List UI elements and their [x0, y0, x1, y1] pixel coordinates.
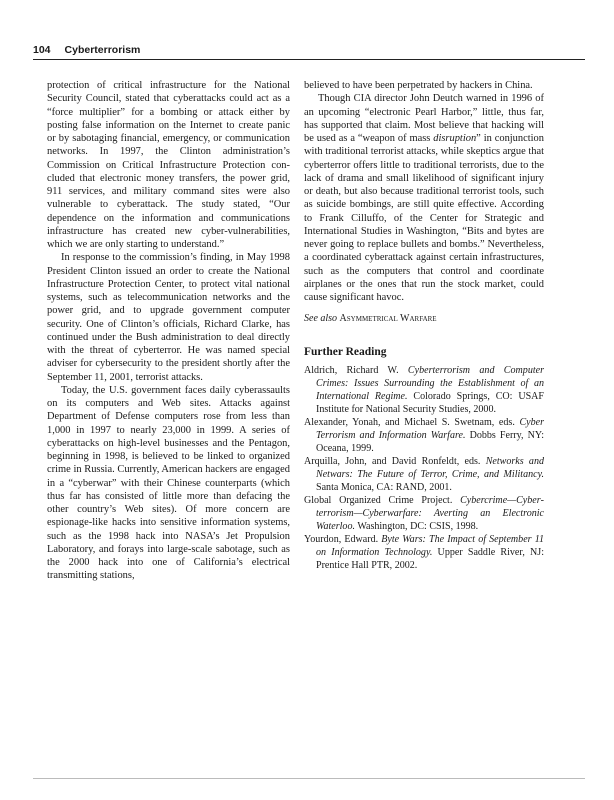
body-paragraph: protection of critical infrastructure for the National Security Council, stated that cyberattacks could act as a “force multiplier” for a bombing or attack either by posting false information on the Internet to create panic or by sabotaging financial, emergency, or communication networks. In 1997, the Clinton administration’s Commission on Critical Infrastructure Protection concluded that electronic money transfers, the power grid, 911 services, and military command sites were also vulnerable to cyberattack. The study stated, “Our dependence on the information and communications infrastructure has created new cyber-vulnerabilities, which we are only starting to understand.” — [47, 80, 290, 250]
reference-publication: Upper Saddle River, NJ: Prentice Hall PTR, 2002. — [316, 547, 544, 572]
reference-list — [304, 364, 544, 573]
reference-publication: Dobbs Ferry, NY: Oceana, 1999. — [316, 429, 544, 454]
right-column — [304, 79, 544, 572]
footer-rule — [33, 778, 585, 779]
body-paragraph — [304, 92, 544, 304]
running-title: Cyberterrorism — [64, 44, 141, 56]
reference-entry — [304, 494, 544, 533]
reference-entry — [304, 455, 544, 494]
reference-title: Byte Wars: The Impact of September 11 on Information Technology. — [316, 534, 544, 559]
reference-entry — [304, 533, 544, 572]
see-also-line — [304, 312, 544, 325]
further-reading-heading: Further Reading — [304, 345, 387, 358]
body-paragraph: In response to the commission’s finding, in May 1998 President Clinton issued an order to create the National Infrastructure Protection Center, to protect vital national systems, such as telecommunication networks and the power grid, and to upgrade government computer security. One of Clinton’s officials, Richard Clarke, has continued under the Bush administration to deal directly with the threat of cyberterror. He was named special adviser for cybersecurity to the president shortly after the September 11, 2001, terrorist attacks. — [47, 252, 290, 383]
page-number: 104 — [33, 44, 51, 56]
reference-entry — [304, 364, 544, 416]
see-also-link[interactable]: Asymmetrical Warfare — [339, 313, 437, 325]
paragraph-text: Though CIA director John Deutch warned in 1996 of an upcoming “electronic Pearl Harbor,” little, thus far, has supported that claim. Most believe that hacking will be used as a “weapon of mass — [304, 93, 544, 144]
reference-title: Cyberterrorism and Computer Crimes: Issues Surrounding the Establishment of an International Regime. — [316, 364, 544, 402]
header-rule — [33, 59, 585, 60]
body-paragraph: Today, the U.S. government faces daily cyberassaults on its computers and Web sites. Attacks against Department of Defense computers rose from less than 1,000 in 1997 to nearly 23,000 in 1999. A series of cyberattacks on high-level businesses and the Pentagon, beginning in 1998, is believed to be linked to organized crime in Russia. Currently, American hackers are engaged in a “cyberwar” with their Chinese counterparts (which thus far has consisted of little more than defacing the other country’s Web sites). Of more concern are espionage-like hacks into sensitive information systems, such as the 1998 hack into NASA’s Jet Propulsion Laboratory, and forays into large-scale sabotage, such as the 2000 hack into one of California’s electrical transmitting stations, — [47, 384, 290, 582]
reference-author: Global Organized Crime Project. — [304, 494, 461, 506]
reference-title: Cybercrime—Cyberterrorism—Cyberwarfare: Averting an Electronic Waterloo. — [316, 494, 544, 533]
reference-publication: Colorado Springs, CO: USAF Institute for National Security Studies, 2000. — [316, 390, 545, 415]
reference-entry — [304, 416, 544, 455]
reference-title: Cyber Terrorism and Information Warfare. — [316, 416, 544, 441]
reference-title: Networks and Netwars: The Future of Terror, Crime, and Militancy. — [316, 455, 544, 480]
see-also-label: See also — [304, 313, 338, 325]
reference-publication: Washington, DC: CSIS, 1998. — [354, 521, 479, 533]
left-column — [47, 79, 290, 583]
body-paragraph: believed to have been perpetrated by hackers in China. — [304, 80, 533, 91]
emphasized-text: disruption — [433, 133, 477, 144]
reference-author: Arquilla, John, and David Ronfeldt, eds. — [304, 455, 486, 467]
reference-publication: Santa Monica, CA: RAND, 2001. — [316, 481, 452, 493]
reference-author: Yourdon, Edward. — [304, 534, 382, 546]
running-head — [33, 44, 585, 58]
reference-author: Alexander, Yonah, and Michael S. Swetnam, eds. — [304, 416, 520, 428]
paragraph-text: ” in conjunction with traditional terrorist attacks, while skeptics argue that cyberterror offers little to traditional terrorists, due to the lack of drama and small likelihood of significant injury or death, but also because traditional terrorist tools, such as suicide bombings, are still quite effective. According to Frank Cilluffo, of the Center for Strategic and International Studies in Washington, “Bits and bytes are never going to replace bullets and bombs.” Nevertheless, a coordinated cyberattack against certain infrastructures, such as the computers that control and coordinate airplanes or the ones that run the stock market, could cause significant havoc. — [304, 133, 544, 303]
reference-author: Aldrich, Richard W. — [304, 364, 408, 376]
